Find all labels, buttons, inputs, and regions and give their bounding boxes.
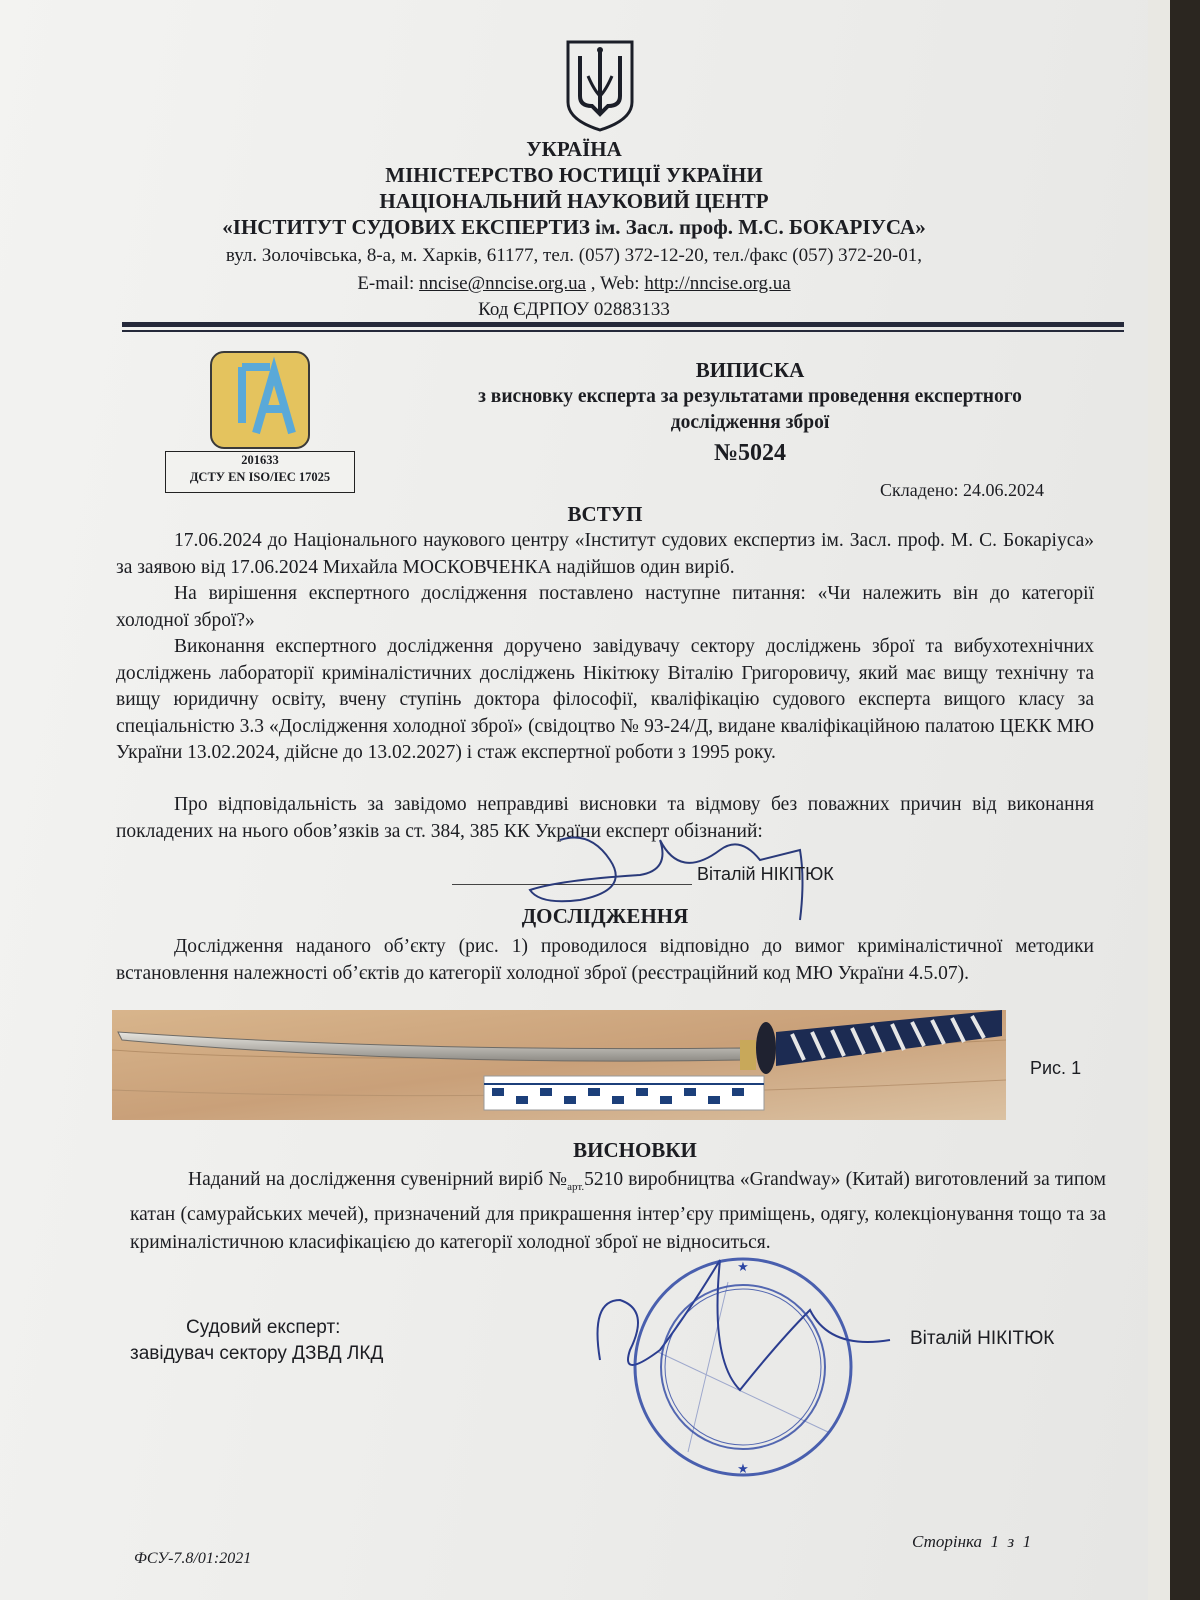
intro-heading: ВСТУП [567,502,643,526]
accreditation-number: 201633 [241,453,279,467]
document-subtitle-1: з висновку експерта за результатами проведення експертного [478,386,1022,407]
web-label: , Web: [590,273,640,294]
web-link[interactable]: http://nncise.org.ua [644,273,791,294]
svg-text:★: ★ [737,1461,749,1476]
research-heading: ДОСЛІДЖЕННЯ [521,904,689,928]
research-paragraph-1: Дослідження наданого об’єкту (рис. 1) проводилося відповідно до вимог криміналістичної методики встановлення належності об’єктів до категорії холодної зброї (реєстраційний код МЮ України 4.5.07). [116,936,1094,984]
header-center: НАЦІОНАЛЬНИЙ НАУКОВИЙ ЦЕНТР [379,189,769,213]
accreditation-logo-icon [210,351,310,449]
header-country: УКРАЇНА [526,137,622,161]
official-seal-icon [628,1252,858,1482]
email-label: E-mail: [357,273,415,294]
conclusions-text-b: 5210 виробництва «Grandway» (Китай) виготовлений за типом катан (самурайських мечей), призначений для прикрашення інтер’єру приміщень, одягу, колекціонування тощо та за криміналістичною класифікацією до категорії холодної зброї не відноситься. [130,1169,1106,1253]
header-divider-thin [122,330,1124,332]
footer-form-code: ФСУ-7.8/01:2021 [134,1550,252,1567]
header-edrpou: Код ЄДРПОУ 02883133 [478,299,670,320]
document-date: Складено: 24.06.2024 [880,480,1045,500]
intro-paragraph-1: 17.06.2024 до Національного наукового центру «Інститут судових експертиз ім. Засл. проф. М. С. Бокаріуса» за заявою від 17.06.2024 Михайла МОСКОВЧЕНКА надійшов один виріб. [116,530,1094,578]
document-title: ВИПИСКА [695,358,805,382]
accreditation-box [165,451,355,493]
trident-coat-of-arms-icon [566,40,634,132]
email-link[interactable]: nncise@nncise.org.ua [419,273,587,294]
document-number: №5024 [713,440,787,466]
intro-paragraph-2: На вирішення експертного дослідження поставлено наступне питання: «Чи належить він до категорії холодної зброї?» [116,583,1094,631]
conclusions-article-sub: арт. [567,1180,585,1193]
signature-role-1: Судовий експерт: [186,1317,341,1338]
header-address: вул. Золочівська, 8-а, м. Харків, 61177, тел. (057) 372-12-20, тел./факс (057) 372-20-01, [225,245,923,266]
document-subtitle-2: дослідження зброї [670,412,830,433]
accreditation-standard: ДСТУ EN ISO/IEC 17025 [189,470,331,484]
signature-name: Віталій НІКІТЮК [910,1328,1055,1349]
intro-paragraph-4: Про відповідальність за завідомо неправдиві висновки та відмову без поважних причин від виконання покладених на нього обов’язків за ст. 384, 385 КК України експерт обізнаний: [116,794,1094,842]
conclusions-heading: ВИСНОВКИ [573,1138,697,1162]
header-divider-thick [122,322,1124,327]
conclusions-text-a: Наданий на дослідження сувенірний виріб № [188,1169,568,1190]
figure-1-photo [112,1010,1006,1120]
header-ministry: МІНІСТЕРСТВО ЮСТИЦІЇ УКРАЇНИ [385,163,763,187]
signature-role-2: завідувач сектору ДЗВД ЛКД [130,1343,384,1364]
header-contacts [0,272,1148,296]
intro-signer-name: Віталій НІКІТЮК [697,864,834,884]
figure-1-caption: Рис. 1 [1030,1058,1082,1078]
header-institute: «ІНСТИТУТ СУДОВИХ ЕКСПЕРТИЗ ім. Засл. проф. М.С. БОКАРІУСА» [222,215,926,239]
katana-image-icon [112,1010,1006,1120]
svg-text:★: ★ [737,1259,749,1274]
footer-page-number: Сторінка 1 з 1 [912,1532,1032,1551]
intro-paragraph-3: Виконання експертного дослідження доручено завідувачу сектору досліджень зброї та вибухотехнічних досліджень лабораторії криміналістичних досліджень Нікітюку Віталію Григоровичу, який має вищу технічну та вищу юридичну освіту, вчену ступінь доктора філософії, кваліфікацію судового експерта вищого класу за спеціальністю 3.3 «Дослідження холодної зброї» (свідоцтво № 93-24/Д, видане кваліфікаційною палатою ЦЕКК МЮ України 13.02.2024, дійсне до 13.02.2027) і стаж експертної роботи з 1995 року. [116,636,1094,763]
